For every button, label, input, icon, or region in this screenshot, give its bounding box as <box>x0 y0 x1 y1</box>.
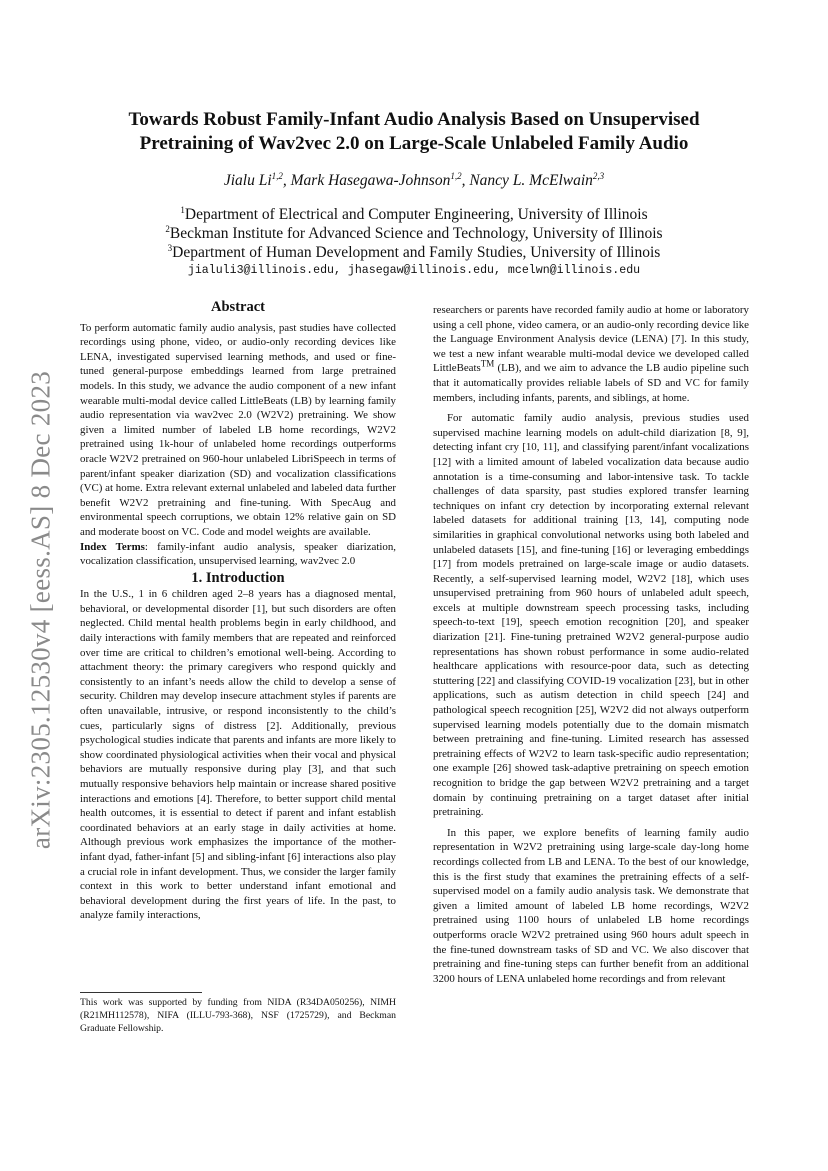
arxiv-stamp-text: arXiv:2305.12530v4 [eess.AS] 8 Dec 2023 <box>25 370 56 850</box>
author-1-affil: 1,2 <box>271 170 283 181</box>
footnote-rule <box>80 992 202 993</box>
intro-paragraph-4: In this paper, we explore benefits of learning family audio representation in W2V2 pretraining using large-scale day-long home recordings collected from LB and LENA. To the best of our knowledge, this is the first study that examines the pretraining effects of a self-supervised model on a family audio analysis task. We demonstrate that given a limited amount of labeled LB home recordings, W2V2 pretrained using 1100 hours of unlabeled LB home recordings outperforms oracle W2V2 pretrained using 960 hours adult speech in the fine-tuned downstream tasks of SD and VC. We also discover that pretraining and fine-tuning steps can further benefit from an additional 3200 hours of LENA unlabeled home recordings and from relevant <box>433 826 749 985</box>
abstract-heading: Abstract <box>211 299 265 315</box>
intro-paragraph-3: For automatic family audio analysis, previous studies used supervised machine learning models on adult-child diarization [8, 9], detecting infant cry [10, 11], and classifying parent/infant vocalizations [12] with a limited amount of labeled vocalization data because audio annotation is a time-consuming and labor-intensive task. To tackle challenges of data sparsity, past studies explored transfer learning techniques on infant cry detection by incorporating external relevant labeled datasets for additional training [13, 14], computing node similarities in graphical convolutional networks using both labeled and unlabeled datasets [15], and fine-tuning [16] or leveraging embeddings [17] from models pretrained on large-scale image or audio datasets. Recently, a self-supervised learning model, W2V2 [18], which uses unsupervised pretraining from 960 hours of unlabeled adult speech, excels at multiple downstream speech processing tasks, including speech-to-text [19], speech emotion recognition [20], and speaker diarization [21]. Fine-tuning pretrained W2V2 general-purpose audio representations has shown robust performance in some audio-related healthcare applications with resource-poor data, such as detecting stuttering [22] and classifying COVID-19 vocalization [23], but in other applications, such as autism detection in child speech [24] and pathological speech recognition [25], W2V2 did not always outperform supervised learning models potentially due to the domain mismatch between pretraining and fine-tuning. Limited research has assessed pretraining effects of W2V2 to learn task-specific audio representation; one example [26] showed task-adaptive pretraining on speech emotion recognition to bridge the gap between W2V2 pretraining and a target domain by continuing pretraining on a target dataset after initial pretraining. <box>433 412 749 819</box>
intro-heading: 1. Introduction <box>191 569 285 586</box>
affiliation-2 <box>80 224 748 243</box>
intro-paragraph-1: In the U.S., 1 in 6 children aged 2–8 years has a diagnosed mental, behavioral, or developmental disorder [1], but such disorders are often neglected. Child mental health problems begin in early childhood, and daily interactions with family members that are repeated and reinforced over time are critical to children’s emotional well-being. According to attachment theory: the primary caregivers who respond quickly and consistently to an infant’s needs allow the child to develop a sense of security. Children may develop insecure attachment styles if parents are often unavailable, intrusive, or respond inconsistently to the child’s cues, particularly signs of distress [2]. Additionally, previous psychological studies indicate that parents and infants are more likely to show coordinated physiological activities when their vocal and physical behaviors are mutually responsive during play [3], and that such mutually responsive behaviors help maintain or increase shared positive interactions and emotions [4]. Therefore, to better support child mental health outcomes, it is essential to detect if parent and infant establish coordinated behaviors at an early stage in daily activities at home. Although previous work emphasizes the importance of the mother-infant dyad, father-infant [5] and sibling-infant [6] interactions also play a crucial role in infant development. Thus, we consider the larger family context in this work to better understand infant emotional and behavioral development during the first years of life. In the past, to analyze family interactions, <box>80 588 396 922</box>
index-terms-text: : family-infant audio analysis, speaker diarization, vocalization classification, unsupervised learning, wav2vec 2.0 <box>80 540 396 568</box>
trademark-mark: TM <box>480 358 495 369</box>
title-line-2: Pretraining of Wav2vec 2.0 on Large-Scale Unlabeled Family Audio <box>139 133 689 154</box>
author-3: Nancy L. McElwain <box>469 172 593 189</box>
author-2-affil: 1,2 <box>450 170 462 181</box>
affiliation-1-num: 1 <box>180 204 185 215</box>
affiliation-1-text: Department of Electrical and Computer Engineering, University of Illinois <box>184 206 648 223</box>
author-1: Jialu Li <box>223 172 272 189</box>
left-column <box>80 300 396 923</box>
intro-paragraph-2 <box>433 303 749 405</box>
paper-title <box>80 108 748 156</box>
index-terms-label: Index Terms <box>80 540 145 553</box>
affiliation-3 <box>80 243 748 262</box>
affiliations <box>80 205 748 262</box>
author-2: Mark Hasegawa-Johnson <box>290 172 451 189</box>
intro-paragraph-2b: (LB), and we aim to advance the LB audio pipeline such that it automatically provides reliable labels of SD and VC for family members, including infants, parents, and siblings, at home. <box>433 362 749 404</box>
right-column <box>433 303 749 986</box>
index-terms <box>80 540 396 569</box>
intro-paragraph-2a: researchers or parents have recorded family audio at home or laboratory using a cell phone, video camera, or an audio-only recording device like the Language Environment Analysis device (LENA) [7]. In this study, we test a new infant wearable multi-modal device we developed called LittleBeats <box>433 304 749 375</box>
affiliation-3-text: Department of Human Development and Family Studies, University of Illinois <box>172 244 661 261</box>
affiliation-1 <box>80 205 748 224</box>
affiliation-2-num: 2 <box>165 223 170 234</box>
abstract-text: To perform automatic family audio analysis, past studies have collected recordings using phone, video, or audio-only recording devices like LENA, investigated supervised learning methods, and used or fine-tuned general-purpose embeddings learned from large pretrained models. In this study, we advance the audio component of a new infant wearable multi-modal device called LittleBeats (LB) by learning family audio representation via wav2vec 2.0 (W2V2) pretraining. We show given a limited number of labeled LB home recordings, W2V2 pretrained using 1k-hour of unlabeled home recordings outperforms oracle W2V2 pretrained on 960-hour unlabeled LibriSpeech in terms of parent/infant speaker diarization (SD) and vocalization classifications (VC) at home. Extra relevant external unlabeled and labeled data further benefit W2V2 pretraining and fine-tuning. With SpecAug and environmental speech corruptions, we obtain 12% relative gain on SD and moderate boost on VC. Code and model weights are available. <box>80 321 396 538</box>
author-3-affil: 2,3 <box>592 170 605 181</box>
affiliation-2-text: Beckman Institute for Advanced Science and Technology, University of Illinois <box>169 225 663 242</box>
title-line-1: Towards Robust Family-Infant Audio Analysis Based on Unsupervised <box>128 109 700 130</box>
funding-footnote: This work was supported by funding from NIDA (R34DA050256), NIMH (R21MH112578), NIFA (ILLU-793-368), NSF (1725729), and Beckman Graduate Fellowship. <box>80 997 396 1034</box>
author-emails: jialuli3@illinois.edu, jhasegaw@illinois.edu, mcelwn@illinois.edu <box>187 264 641 277</box>
author-list: Jialu Li$^{1,2}$, Mark Hasegawa-Johnson$^{1,2}$, Nancy L. McElwain$^{2,3}$ <box>223 170 605 189</box>
affiliation-3-num: 3 <box>167 242 173 253</box>
arxiv-stamp <box>22 360 60 860</box>
